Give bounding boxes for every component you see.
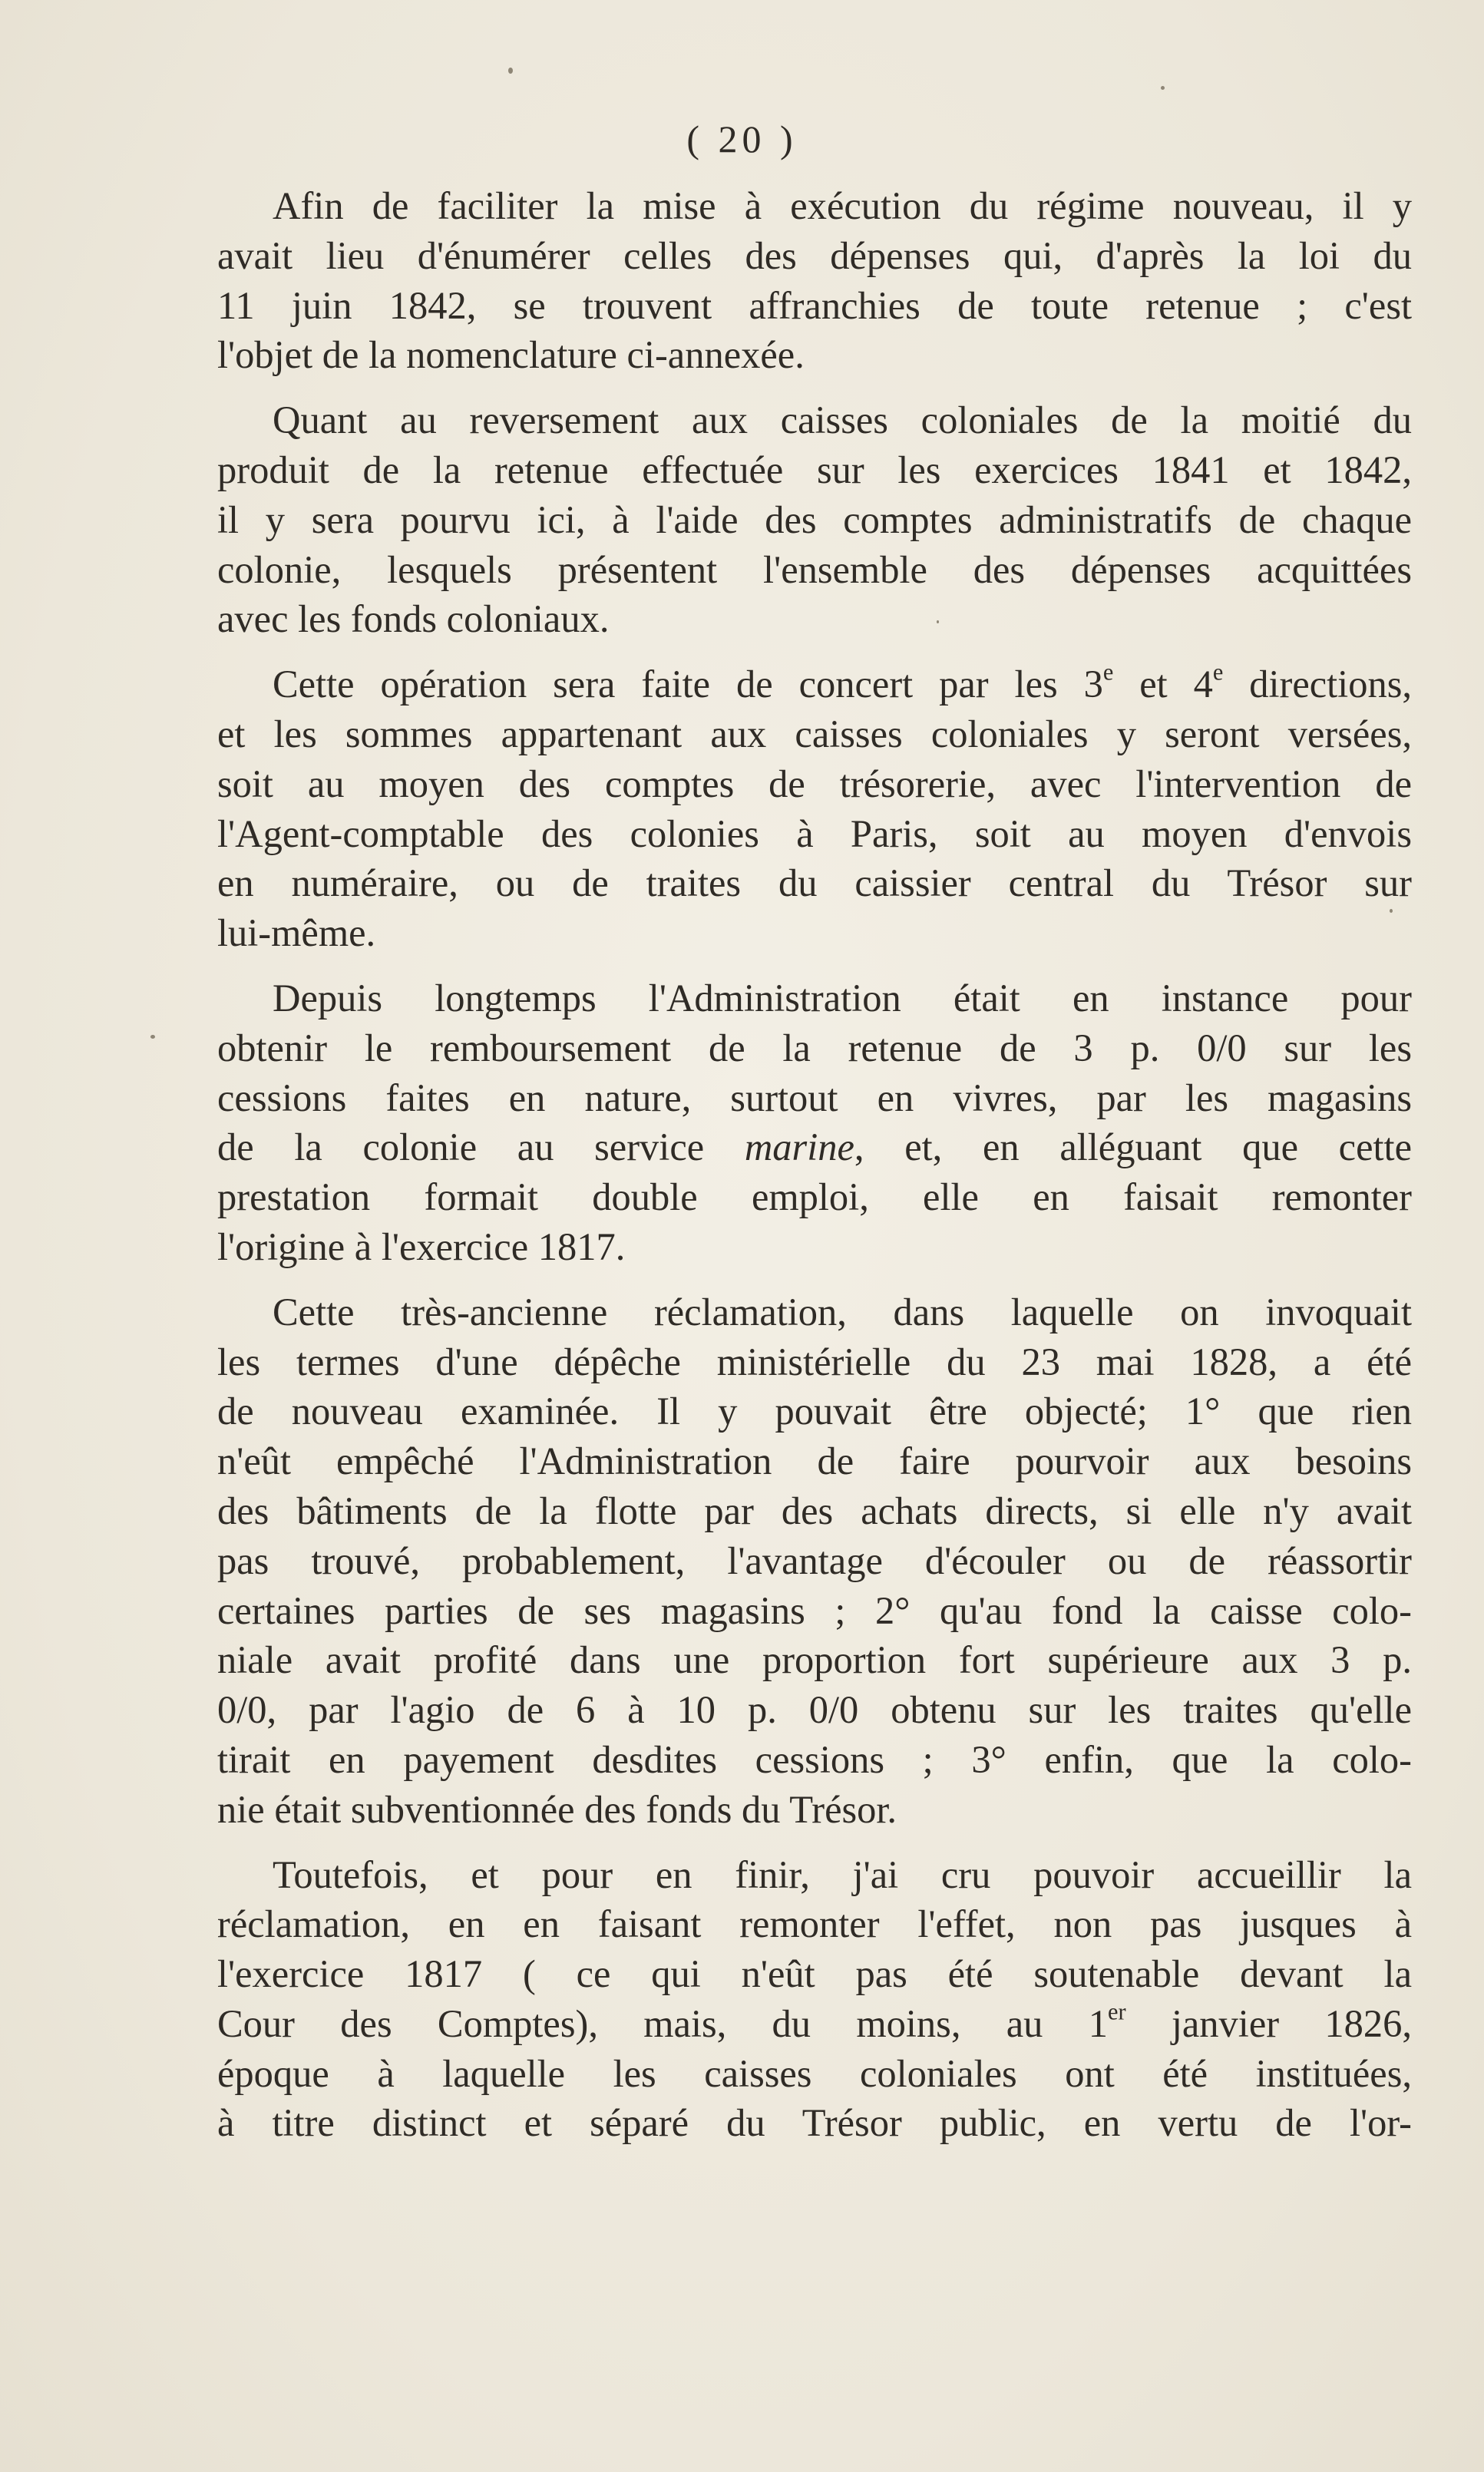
text-line: produit de la retenue effectuée sur les exercices 1841 et 1842, [217,448,1412,491]
text-line: en numéraire, ou de traites du caissier central du Trésor sur [217,861,1412,905]
text-line: Afin de faciliter la mise à exécution du régime nouveau, il y [273,184,1412,227]
text-line: prestation formait double emploi, elle en faisait remonter [217,1175,1412,1219]
text-line: certaines parties de ses magasins ; 2° qu'au fond la caisse colo- [217,1588,1412,1632]
text-line: 11 juin 1842, se trouvent affranchies de toute retenue ; c'est [217,283,1412,327]
text-line: les termes d'une dépêche ministérielle du 23 mai 1828, a été [217,1340,1412,1383]
text-line: tirait en payement desdites cessions ; 3° enfin, que la colo- [217,1737,1412,1781]
paper-speck [1390,909,1393,913]
paragraph-2 [217,395,1412,644]
text-line-with-italic: de la colonie au service marine, et, en alléguant que cette [217,1125,1412,1169]
text-line: époque à laquelle les caisses coloniales ont été instituées, [217,2051,1412,2095]
text-line: et les sommes appartenant aux caisses coloniales y seront versées, [217,712,1412,755]
text-line-with-superscripts: Cour des Comptes), mais, du moins, au 1er janvier 1826, [217,1998,1412,2045]
text-line: colonie, lesquels présentent l'ensemble des dépenses acquittées [217,547,1412,591]
paragraph-5 [217,1287,1412,1835]
text-line: n'eût empêché l'Administration de faire pourvoir aux besoins [217,1439,1412,1483]
text-line: soit au moyen des comptes de trésorerie, avec l'intervention de [217,762,1412,805]
text-line: l'exercice 1817 ( ce qui n'eût pas été soutenable devant la [217,1952,1412,1996]
text-line: avec les fonds coloniaux. [217,597,610,641]
text-line: 0/0, par l'agio de 6 à 10 p. 0/0 obtenu sur les traites qu'elle [217,1688,1412,1732]
paper-speck [1161,86,1165,90]
paragraph-1 [217,181,1412,380]
text-line: l'origine à l'exercice 1817. [217,1224,626,1268]
text-line: niale avait profité dans une proportion fort supérieure aux 3 p. [217,1638,1412,1682]
text-line: Cette très-ancienne réclamation, dans laquelle on invoquait [273,1290,1412,1333]
text-line-with-superscripts: Cette opération sera faite de concert par les 3e et 4e directions, [273,659,1412,706]
paragraph-3 [217,659,1412,958]
text-line: des bâtiments de la flotte par des achats directs, si elle n'y avait [217,1489,1412,1532]
paper-speck [937,620,939,623]
text-line: réclamation, en en faisant remonter l'effet, non pas jusques à [217,1902,1412,1946]
page-number: ( 20 ) [686,117,798,160]
paragraph-4 [217,973,1412,1272]
text-line: l'Agent-comptable des colonies à Paris, soit au moyen d'envois [217,811,1412,855]
text-line: Quant au reversement aux caisses coloniales de la moitié du [273,398,1412,442]
text-line: Depuis longtemps l'Administration était en instance pour [273,976,1412,1020]
text-line: obtenir le remboursement de la retenue de 3 p. 0/0 sur les [217,1026,1412,1069]
paper-speck [508,68,513,74]
text-line: cessions faites en nature, surtout en vivres, par les magasins [217,1076,1412,1119]
text-line: avait lieu d'énumérer celles des dépenses qui, d'après la loi du [217,233,1412,277]
text-line: lui-même. [217,911,376,955]
text-line: l'objet de la nomenclature ci-annexée. [217,333,805,377]
text-line: à titre distinct et séparé du Trésor public, en vertu de l'or- [217,2101,1412,2145]
text-line: Toutefois, et pour en finir, j'ai cru pouvoir accueillir la [273,1852,1412,1896]
text-line: il y sera pourvu ici, à l'aide des comptes administratifs de chaque [217,497,1412,541]
body-text [217,181,1412,2163]
text-line: nie était subventionnée des fonds du Trésor. [217,1787,897,1831]
paragraph-6 [217,1850,1412,2149]
text-line: de nouveau examinée. Il y pouvait être objecté; 1° que rien [217,1390,1412,1433]
paper-speck [150,1035,155,1039]
text-line: pas trouvé, probablement, l'avantage d'écouler ou de réassortir [217,1538,1412,1582]
